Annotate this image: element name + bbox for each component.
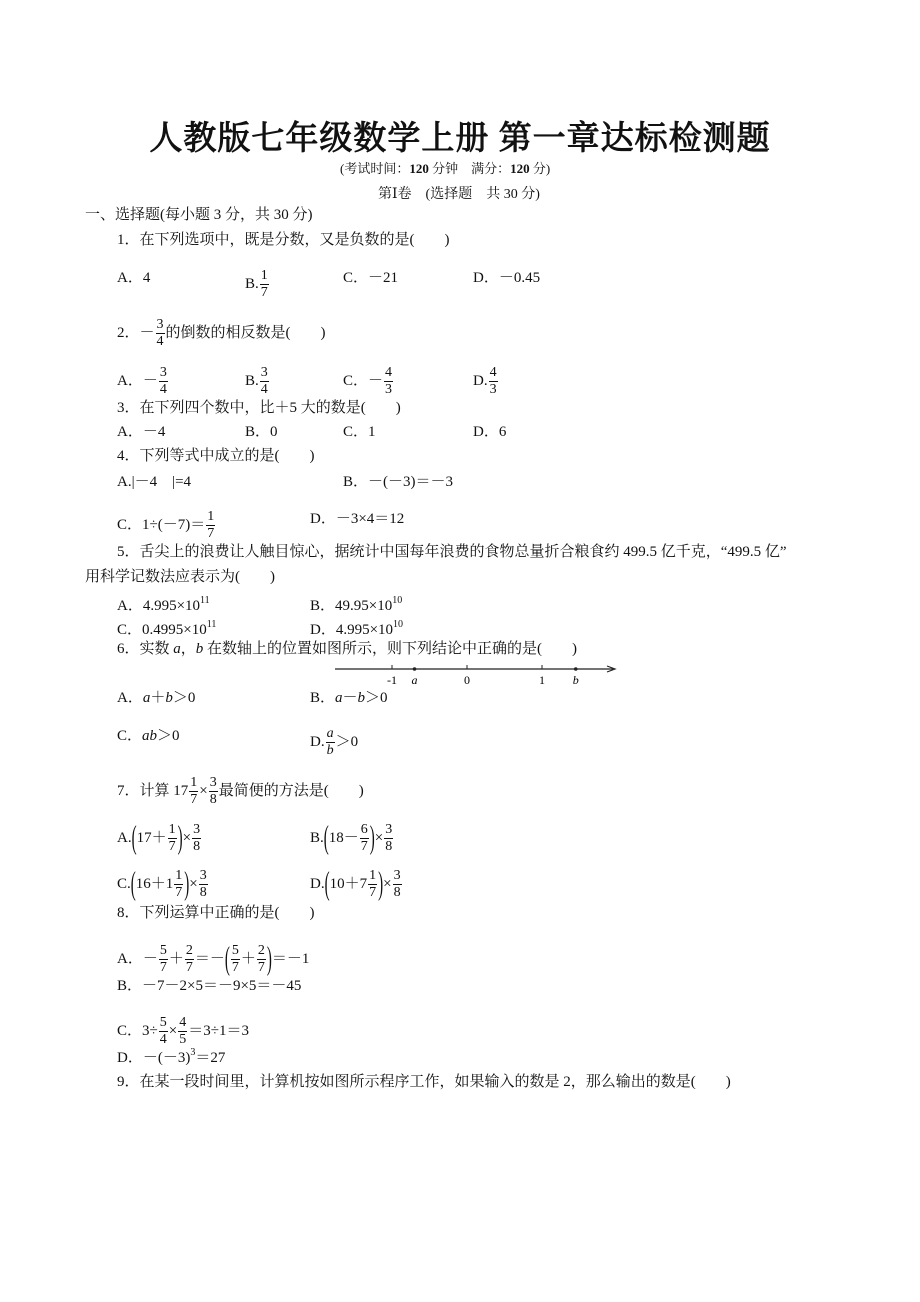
numerator: 3 xyxy=(193,822,201,837)
text-run: D. xyxy=(310,875,325,892)
variable: a xyxy=(142,690,151,706)
numerator: 1 xyxy=(369,868,377,883)
tick-label: b xyxy=(572,673,579,687)
big-parenthesis: ) xyxy=(184,866,190,903)
text-run: 16＋1 xyxy=(135,875,174,892)
exam-time: 120 xyxy=(409,161,429,176)
text-run: C．－21 xyxy=(343,270,399,286)
text-run: B. xyxy=(245,275,259,292)
text-run: B．－(－3)＝－3 xyxy=(343,474,453,490)
numerator: 4 xyxy=(385,365,393,380)
big-parenthesis: ) xyxy=(266,941,272,978)
text-run: × xyxy=(199,782,208,799)
line-q8d xyxy=(117,1043,226,1066)
line-q8c xyxy=(117,1015,249,1047)
numerator: 1 xyxy=(190,775,198,790)
exam-info-text: (考试时间： xyxy=(340,161,410,176)
text-run: D．4.995×10 xyxy=(310,622,394,638)
line-q1a xyxy=(117,268,150,288)
fraction xyxy=(192,822,201,855)
line-q1d xyxy=(473,268,540,288)
denominator: 7 xyxy=(360,839,368,854)
line-q4d xyxy=(310,509,404,529)
denominator: 7 xyxy=(260,285,268,300)
text-run: 的倒数的相反数是( ) xyxy=(165,324,326,341)
line-q6a xyxy=(117,688,195,708)
big-parenthesis: ) xyxy=(177,820,183,857)
line-q7a xyxy=(117,820,202,857)
denominator: 7 xyxy=(207,526,215,541)
numerator: 1 xyxy=(168,822,176,837)
exponent: 11 xyxy=(200,595,210,606)
text-run: 10＋7 xyxy=(329,875,368,892)
big-parenthesis: ( xyxy=(323,820,329,857)
numerator: a xyxy=(326,726,334,741)
numerator: 4 xyxy=(179,1015,187,1030)
text-run: C. xyxy=(117,875,131,892)
text-run: × xyxy=(189,875,198,892)
text-run: ＝－ xyxy=(194,950,225,967)
text-run: 7．计算 17 xyxy=(117,782,189,799)
variable: a xyxy=(335,690,343,706)
exam-score: 120 xyxy=(510,161,530,176)
exam-info-text: 分) xyxy=(529,161,551,176)
variable: ab xyxy=(142,728,158,744)
point-b xyxy=(574,667,578,671)
text-run: A．－ xyxy=(117,950,158,967)
line-q2a xyxy=(117,365,169,397)
fraction xyxy=(156,317,165,350)
denominator: 7 xyxy=(257,960,265,975)
text-run: ＋ xyxy=(150,690,166,706)
exponent: 11 xyxy=(206,619,217,630)
question-q2 xyxy=(117,317,326,349)
text-run: ， xyxy=(180,641,196,657)
line-q6c xyxy=(117,726,180,746)
line-q4b xyxy=(343,472,453,492)
line-q2c xyxy=(343,365,394,397)
question-q5 xyxy=(117,542,787,562)
numerator: 4 xyxy=(489,365,497,380)
question-q9 xyxy=(117,1072,731,1092)
line-q7c xyxy=(117,866,209,903)
fraction xyxy=(189,775,198,808)
denominator: 7 xyxy=(231,960,239,975)
fraction xyxy=(326,726,335,759)
text-run: C．0.4995×10 xyxy=(117,622,207,638)
text-run: A．－ xyxy=(117,372,158,389)
section-header: 第Ⅰ卷 (选择题 共 30 分) xyxy=(378,187,540,202)
big-parenthesis: ( xyxy=(131,820,137,857)
numerator: 6 xyxy=(360,822,368,837)
exponent: 3 xyxy=(190,1047,196,1058)
exponent: 10 xyxy=(392,595,403,606)
fraction xyxy=(159,365,168,398)
big-parenthesis: ) xyxy=(378,866,384,903)
variable: b xyxy=(357,690,366,706)
denominator: 8 xyxy=(393,885,401,900)
line-q1b xyxy=(245,268,270,300)
line-q1c xyxy=(343,268,398,288)
fraction xyxy=(384,822,393,855)
numerator: 2 xyxy=(257,943,265,958)
text-run: A．4 xyxy=(117,270,151,286)
question-q4 xyxy=(117,446,315,466)
line-q2b xyxy=(245,365,270,397)
denominator: 4 xyxy=(159,382,167,397)
denominator: 4 xyxy=(159,1032,167,1047)
fraction xyxy=(360,822,369,855)
numerator: 5 xyxy=(159,1015,167,1030)
question-q8 xyxy=(117,903,315,923)
text-run: B．49.95×10 xyxy=(310,598,393,614)
denominator: b xyxy=(326,743,334,758)
denominator: 8 xyxy=(209,792,217,807)
line-q8b xyxy=(117,976,301,996)
big-parenthesis: ) xyxy=(369,820,375,857)
text-run: B. xyxy=(245,372,259,389)
tick-label: 0 xyxy=(464,673,470,687)
variable: b xyxy=(195,641,204,657)
numerator: 1 xyxy=(175,868,183,883)
numerator: 5 xyxy=(159,943,167,958)
text-run: × xyxy=(182,829,192,846)
text-run: － xyxy=(342,690,358,706)
line-q4a xyxy=(117,472,191,492)
numerator: 3 xyxy=(199,868,207,883)
text-run: 1．在下列选项中，既是分数，又是负数的是( ) xyxy=(117,232,450,248)
line-q5a xyxy=(117,591,210,614)
text-run: D. xyxy=(310,733,325,750)
variable: a xyxy=(173,641,181,657)
variable: b xyxy=(165,690,173,706)
fraction xyxy=(384,365,393,398)
fraction xyxy=(368,868,377,901)
number-line-figure xyxy=(335,660,625,688)
denominator: 7 xyxy=(175,885,183,900)
fraction xyxy=(206,509,215,542)
text-run: B．－7－2×5＝－9×5＝－45 xyxy=(117,978,302,994)
fraction xyxy=(260,268,269,301)
denominator: 7 xyxy=(369,885,377,900)
text-run: ＋ xyxy=(168,950,184,967)
text-run: C．3÷ xyxy=(117,1022,158,1039)
text-run: 6．实数 xyxy=(117,641,174,657)
fraction xyxy=(159,943,168,976)
fraction xyxy=(260,365,269,398)
numerator: 2 xyxy=(185,943,193,958)
text-run: 最简便的方法是( ) xyxy=(218,782,364,799)
part-heading: 一、选择题(每小题 3 分，共 30 分) xyxy=(85,207,313,223)
text-run: ＝－1 xyxy=(271,950,310,967)
big-parenthesis: ( xyxy=(324,866,330,903)
text-run: ＝27 xyxy=(195,1050,226,1066)
text-run: ＞0 xyxy=(157,728,180,744)
text-run: C． xyxy=(117,728,143,744)
tick-label: a xyxy=(411,673,418,687)
tick-label: 1 xyxy=(539,673,545,687)
line-q4c xyxy=(117,509,216,541)
document-title: 人教版七年级数学上册 第一章达标检测题 xyxy=(149,121,771,157)
numerator: 1 xyxy=(207,509,215,524)
denominator: 7 xyxy=(190,792,198,807)
tick-label: -1 xyxy=(387,673,397,687)
text-run: 5．舌尖上的浪费让人触目惊心，据统计中国每年浪费的食物总量折合粮食约 499.5 亿千克，“499.5 亿” xyxy=(117,544,787,560)
line-q3a xyxy=(117,422,165,442)
text-run: 4．下列等式中成立的是( ) xyxy=(117,448,315,464)
text-run: D．6 xyxy=(473,424,507,440)
denominator: 8 xyxy=(385,839,393,854)
line-q5b xyxy=(85,567,275,587)
line-q7b xyxy=(310,820,394,857)
question-q1 xyxy=(117,230,450,250)
numerator: 3 xyxy=(209,775,217,790)
text-run: 在数轴上的位置如图所示，则下列结论中正确的是( ) xyxy=(203,641,578,657)
text-run: C．1 xyxy=(343,424,376,440)
text-run: × xyxy=(168,1022,178,1039)
fraction xyxy=(199,868,208,901)
text-run: C．－ xyxy=(343,372,384,389)
text-run: 3．在下列四个数中，比＋5 大的数是( ) xyxy=(117,400,401,416)
numerator: 3 xyxy=(393,868,401,883)
denominator: 7 xyxy=(185,960,193,975)
text-run: ＞0 xyxy=(172,690,196,706)
question-q3 xyxy=(117,398,401,418)
line-q6d xyxy=(310,726,359,758)
line-q7d xyxy=(310,866,403,903)
text-run: ＋ xyxy=(240,950,256,967)
line-q3d xyxy=(473,422,506,442)
denominator: 3 xyxy=(489,382,497,397)
exam-info-text: 分钟 满分： xyxy=(428,161,511,176)
text-run: D. xyxy=(473,372,488,389)
denominator: 7 xyxy=(159,960,167,975)
denominator: 4 xyxy=(260,382,268,397)
numerator: 5 xyxy=(231,943,239,958)
fraction xyxy=(489,365,498,398)
question-q7 xyxy=(117,775,364,807)
text-run: D．－(－3) xyxy=(117,1050,191,1066)
text-run: × xyxy=(374,829,384,846)
text-run: A. xyxy=(117,829,132,846)
exam-info xyxy=(340,158,550,177)
text-run: ＞0 xyxy=(335,733,359,750)
text-run: B. xyxy=(310,829,324,846)
point-a xyxy=(413,667,417,671)
big-parenthesis: ( xyxy=(224,941,230,978)
text-run: 8．下列运算中正确的是( ) xyxy=(117,905,315,921)
big-parenthesis: ( xyxy=(130,866,136,903)
line-q8a xyxy=(117,941,310,978)
text-run: 用科学记数法应表示为( ) xyxy=(85,569,275,585)
line-q3b xyxy=(245,422,278,442)
fraction xyxy=(231,943,240,976)
text-run: ＞0 xyxy=(365,690,388,706)
numerator: 3 xyxy=(260,365,268,380)
text-run: B．0 xyxy=(245,424,278,440)
line-q5c xyxy=(117,615,217,638)
line-q2d xyxy=(473,365,499,397)
fraction xyxy=(209,775,218,808)
line-q6b xyxy=(310,688,388,708)
text-run: A． xyxy=(117,690,143,706)
fraction xyxy=(174,868,183,901)
text-run: D．－3×4＝12 xyxy=(310,511,405,527)
question-q6 xyxy=(117,639,577,659)
denominator: 8 xyxy=(199,885,207,900)
text-run: A．4.995×10 xyxy=(117,598,201,614)
denominator: 5 xyxy=(179,1032,187,1047)
text-run: 18－ xyxy=(328,829,359,846)
fraction xyxy=(393,868,402,901)
text-run: A.|－4 |=4 xyxy=(117,474,192,490)
text-run: A．－4 xyxy=(117,424,166,440)
denominator: 8 xyxy=(193,839,201,854)
numerator: 3 xyxy=(159,365,167,380)
fraction xyxy=(257,943,266,976)
text-run: × xyxy=(383,875,392,892)
line-q5d xyxy=(310,615,404,638)
denominator: 4 xyxy=(156,334,164,349)
text-run: ＝3÷1＝3 xyxy=(188,1022,249,1039)
fraction xyxy=(185,943,194,976)
numerator: 1 xyxy=(260,268,268,283)
denominator: 7 xyxy=(168,839,176,854)
text-run: 9．在某一段时间里，计算机按如图所示程序工作，如果输入的数是 2，那么输出的数是( ) xyxy=(117,1074,731,1090)
text-run: C．1÷(－7)＝ xyxy=(117,516,206,533)
exponent: 10 xyxy=(393,619,404,630)
text-run: 17＋ xyxy=(136,829,167,846)
line-q5bb xyxy=(310,591,403,614)
numerator: 3 xyxy=(156,317,164,332)
line-q3c xyxy=(343,422,376,442)
numerator: 3 xyxy=(385,822,393,837)
text-run: 2．－ xyxy=(117,324,155,341)
fraction xyxy=(168,822,177,855)
text-run: B． xyxy=(310,690,336,706)
text-run: D．－0.45 xyxy=(473,270,541,286)
denominator: 3 xyxy=(385,382,393,397)
